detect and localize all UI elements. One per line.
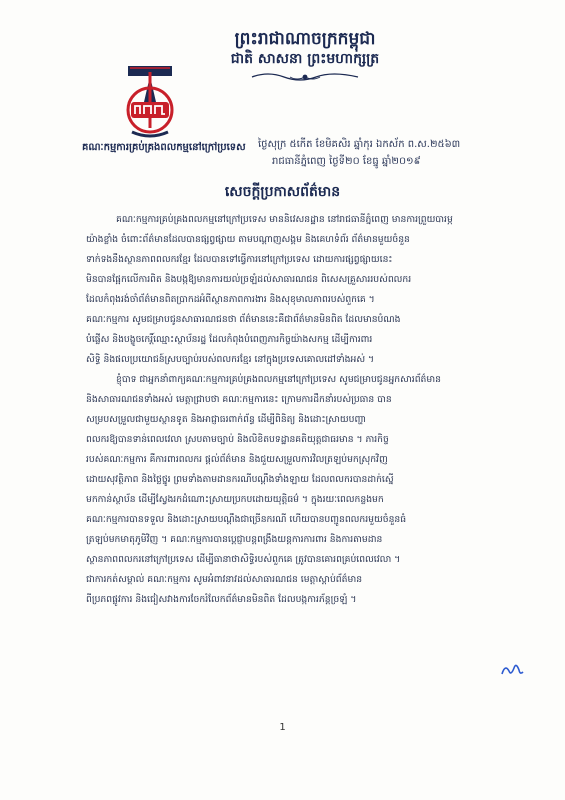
agency-logo-icon bbox=[118, 62, 182, 142]
document-title: សេចក្តីប្រកាសព័ត៌មាន bbox=[224, 184, 341, 200]
kingdom-heading: ព្រះរាជាណាចក្រកម្ពុជា bbox=[234, 29, 376, 49]
document-body bbox=[86, 210, 496, 610]
motto-line: ជាតិ សាសនា ព្រះមហាក្សត្រ bbox=[230, 51, 380, 67]
paragraph-1: គណៈកម្មការគ្រប់គ្រងពលកម្មនៅក្រៅប្រទេស មាននិវេសនដ្ឋាន នៅរាជធានីភ្នំពេញ មានការព្រួយបារម្ភ យ៉ាងខ្លាំង ចំពោះព័ត៌មានដែលបានផ្សព្វផ្សាយ តាមបណ្តាញសង្គម និងគេហទំព័រ ព័ត៌មានមួយចំនួន ទាក់ទងនឹងស្ថានភាពពលករខ្មែរ ដែលបានទៅធ្វើការនៅក្រៅប្រទេស ដោយការផ្សព្វផ្សាយនេះ មិនបានផ្អែកលើការពិត និងបង្កឱ្យមានការយល់ច្រឡំដល់សាធារណជន ពិសេសគ្រួសាររបស់ពលករ ដែលកំពុងរង់ចាំព័ត៌មានពិតប្រាកដអំពីស្ថានភាពការងារ និងសុខុមាលភាពរបស់ពួកគេ ។ គណៈកម្មការ សូមជម្រាបជូនសាធារណជនថា ព័ត៌មាននេះគឺជាព័ត៌មានមិនពិត ដែលមានបំណង បំផ្លើស និងបង្ខូចកេរ្តិ៍ឈ្មោះស្ថាប័នរដ្ឋ ដែលកំពុងបំពេញភារកិច្ចយ៉ាងសកម្ម ដើម្បីការពារ សិទ្ធិ និងផលប្រយោជន៍ស្របច្បាប់របស់ពលករខ្មែរ នៅក្នុងប្រទេសគោលដៅទាំងអស់ ។ bbox=[86, 214, 453, 365]
lunar-date: ថ្ងៃសុក្រ ៥កើត ខែមិគសិរ ឆ្នាំកុរ ឯកស័ក ព.ស.២៥៦៣ bbox=[258, 139, 461, 150]
national-motto bbox=[200, 28, 410, 83]
dateline bbox=[258, 136, 538, 170]
paragraph-2: ខ្ញុំបាទ ជាអ្នកនាំពាក្យគណៈកម្មការគ្រប់គ្រងពលកម្មនៅក្រៅប្រទេស សូមជម្រាបជូនអ្នកសារព័ត៌មាន និងសាធារណជនទាំងអស់ មេត្តាជ្រាបថា គណៈកម្មការនេះ ក្រោមការដឹកនាំរបស់ប្រធាន បាន សម្របសម្រួលជាមួយស្ថានទូត និងអាជ្ញាធរពាក់ព័ន្ធ ដើម្បីពិនិត្យ និងដោះស្រាយបញ្ហា ពលករឱ្យបានទាន់ពេលវេលា ស្របតាមច្បាប់ និងលិខិតបទដ្ឋានគតិយុត្តជាធរមាន ។ ភារកិច្ច របស់គណៈកម្មការ គឺការពារពលករ ផ្តល់ព័ត៌មាន និងជួយសម្រួលការវិលត្រឡប់មកស្រុកវិញ ដោយសុវត្ថិភាព និងថ្លៃថ្នូរ ព្រមទាំងតាមដានករណីបណ្តឹងទាំងឡាយ ដែលពលករបានដាក់ស្នើ មកកាន់ស្ថាប័ន ដើម្បីស្វែងរកដំណោះស្រាយប្រកបដោយយុត្តិធម៌ ។ ក្នុងរយៈពេលកន្លងមក គណៈកម្មការបានទទួល និងដោះស្រាយបណ្តឹងជាច្រើនករណី ហើយបានបញ្ជូនពលករមួយចំនួនធំ ត្រឡប់មកមាតុភូមិវិញ ។ គណៈកម្មការបានប្តេជ្ញាបន្តពង្រឹងយន្តការការពារ និងការតាមដាន ស្ថានភាពពលករនៅក្រៅប្រទេស ដើម្បីធានាថាសិទ្ធិរបស់ពួកគេ ត្រូវបានគោរពគ្រប់ពេលវេលា ។ ជាការកត់សម្គាល់ គណៈកម្មការ សូមអំពាវនាវដល់សាធារណជន មេត្តាស្តាប់ព័ត៌មាន ពីប្រភពផ្លូវការ និងជៀសវាងការចែករំលែកព័ត៌មានមិនពិត ដែលបង្កការភ័ន្តច្រឡំ ។ bbox=[86, 374, 441, 605]
ornament-divider bbox=[250, 71, 360, 83]
page-number: 1 bbox=[279, 722, 286, 733]
agency-name: គណៈកម្មការគ្រប់គ្រងពលកម្មនៅក្រៅប្រទេស bbox=[82, 142, 246, 153]
handwritten-initial-icon bbox=[499, 660, 525, 680]
place-and-date: រាជធានីភ្នំពេញ ថ្ងៃទី២០ ខែធ្នូ ឆ្នាំ២០១៩ bbox=[272, 156, 421, 167]
